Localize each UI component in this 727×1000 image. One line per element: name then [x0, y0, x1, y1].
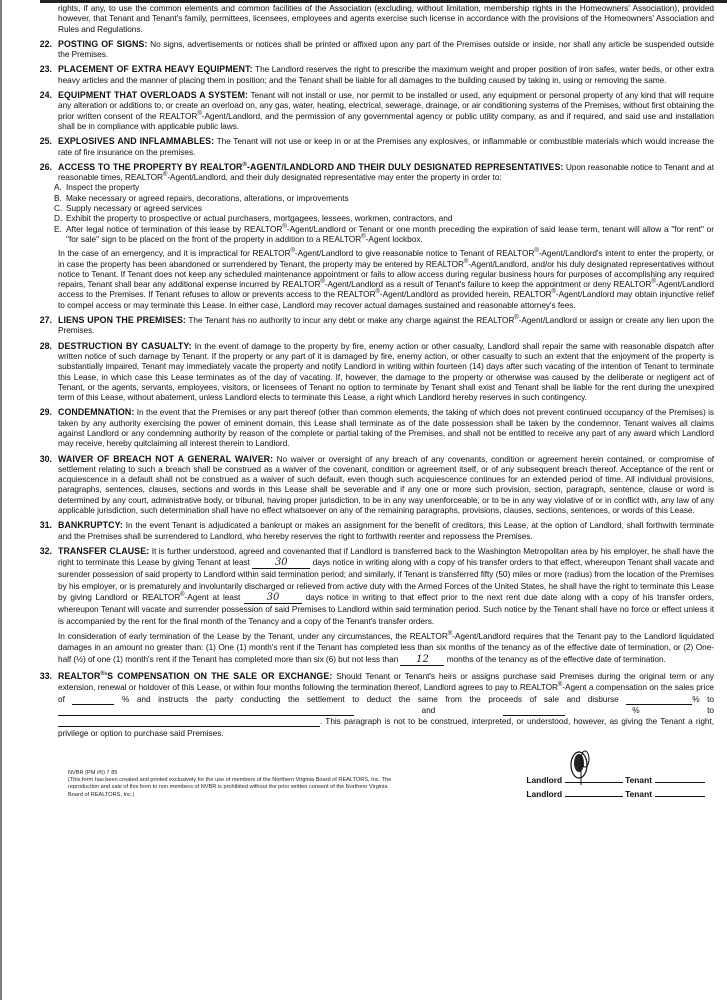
clause-31	[24, 520, 714, 541]
list-item	[54, 213, 714, 224]
signature-block	[526, 751, 707, 799]
clause-text: -Agent at least	[184, 592, 241, 603]
left-scan-edge	[0, 0, 2, 1000]
clause-text: In consideration of early termination of the Lease by the Tenant, under any circumstances, the REALTOR	[58, 630, 448, 641]
page-bottom	[0, 751, 727, 805]
minimum-months-field[interactable]	[400, 654, 444, 666]
registered-mark: ®	[361, 233, 366, 240]
list-item	[54, 192, 714, 203]
registered-mark: ®	[651, 279, 656, 286]
clause-text: -Agent/Landlord, and/or his duly designated representatives without notice to Tenant. If Tenant does not keep any scheduled maintenance appointment or fails to allow access during regular business hours for purposes of accomplishing any required repairs, Tenant shall bear any additional expense incurred by REALTOR	[58, 258, 715, 290]
clause-heading: EQUIPMENT THAT OVERLOADS A SYSTEM:	[58, 90, 249, 101]
commission-percent-field[interactable]	[72, 694, 114, 705]
clause-29	[24, 407, 714, 448]
clause-heading: EXPLOSIVES AND INFLAMMABLES:	[58, 136, 215, 147]
emergency-access-paragraph	[58, 248, 714, 310]
list-text: -Agent/Landlord or Tenant or one month preceding the expiration of said lease term, tenant will allow a "for rent" or "for sale" sign to be placed on the front of the property in addition to a REALTOR	[66, 223, 714, 244]
clause-heading: POSTING OF SIGNS:	[58, 38, 148, 49]
disburse-payee-field-1[interactable]	[58, 705, 354, 716]
list-text: Supply necessary or agreed services	[66, 203, 203, 214]
clause-27	[24, 315, 714, 336]
clause-number: 29.	[39, 407, 52, 418]
tenant-signature-line-2[interactable]	[655, 795, 705, 797]
clause-text: -Agent/Landlord, and their duly designated representative may enter the property in order to:	[167, 172, 502, 183]
form-id: NVBR (PM #5) 7 85	[68, 769, 118, 776]
clause-text: Tenant will not install or use, nor permit to be installed or used, any equipment or personal property of any kind that will require any alteration or additions to, or create an overload on, any gas, water, heating, electrical, sewerage, drainage, or air conditioning systems of the Premises, without first obtaining the prior written consent of the REALTOR	[58, 90, 714, 121]
clause-text: % and instructs the party conducting the settlement to deduct the same from the proceeds of sale and disburse	[121, 693, 619, 704]
clause-text: % to	[632, 705, 714, 716]
clause-text: In the case of an emergency, and it is impractical for REALTOR	[58, 248, 291, 259]
clause-text: months of the tenancy as of the effective date of termination.	[446, 653, 666, 664]
registered-mark: ®	[463, 258, 469, 265]
clause-text: . This paragraph is not to be construed, interpreted, or understood, however, as giving the Tenant a right, privilege or option to purchase said Premises.	[58, 716, 714, 738]
registered-mark: ®	[180, 592, 185, 599]
registered-mark: ®	[162, 172, 168, 179]
clause-number: 30.	[39, 453, 52, 464]
landlord-notice-days-field[interactable]	[252, 557, 310, 569]
clause-text: -Agent/Landlord as provided herein, REALTOR	[379, 289, 552, 300]
registered-mark: ®	[514, 315, 519, 322]
clause-22	[24, 39, 714, 60]
registered-mark: ®	[447, 630, 453, 637]
list-letter: E.	[54, 223, 62, 234]
intro-paragraph: rights, if any, to use the common elements and common facilities of the Association (excluding, without limitation, membership rights in the Homeowners' Association), provided however, that Tenant and Tenant's family, permittees, licensees, employees and agents exercise such license in accordance with the provisions of the Homeowners' Association and Rules and Regulations.	[58, 3, 714, 34]
tenant-signature-line-1[interactable]	[655, 781, 705, 783]
list-text: Exhibit the property to prospective or actual purchasers, mortgagees, lessees, workmen, contractors, and	[66, 213, 453, 224]
clause-paragraph	[58, 520, 714, 541]
list-text: -Agent lockbox.	[365, 233, 423, 244]
clause-text: In the event of damage to the property by fire, enemy action or other casualty, Landlord shall repair the same with reasonable dispatch after written notice of such damage by Tenant. If the property or any part of it is damaged by fire, enemy action, or other casualty to such an extent that the enjoyment of the property is substantially impaired, Tenant may immediately vacate the property and notify Landlord in writing within fourteen (14) days after such vacating of the intention of Tenant to terminate this Lease, in which case this Lease terminates as of the day of vacating. If, however, the damage to the property or otherwise was caused by the deliberate or negligent act of Tenant, or the agents, servants, employees, visitors, or licensees of Tenant no option to terminate by Tenant shall exist and Tenant shall be liable for the rent during the unexpired term of this Lease, without abatement, unless Landlord elects to terminate this Lease, a right which Landlord hereby reserves in such contingency.	[58, 340, 714, 403]
handwritten-value: 12	[416, 653, 429, 665]
clause-33	[24, 671, 714, 739]
clause-paragraph	[58, 671, 714, 739]
registered-mark: ®	[375, 289, 380, 296]
signature-row-2	[526, 785, 707, 799]
clause-heading: TRANSFER CLAUSE:	[58, 545, 150, 556]
clause-number: 26.	[39, 161, 52, 172]
clause-heading	[58, 671, 332, 681]
liquidated-damages-paragraph	[58, 631, 714, 666]
access-purposes-list	[24, 182, 714, 244]
clause-text: -Agent/Landlord's intent to enter the property, or in case the property has been abandoned or surrendered by Tenant, the property may be entered by REALTOR	[58, 248, 714, 269]
clause-number: 28.	[39, 340, 52, 351]
clause-text: days notice in writing along with a copy of his transfer orders to that effect, whereupon Tenant shall vacate and surender possession of said property to Landlord within said termination period; and similarly, if Tenant is transferred fifty (50) miles or more (radius) from the location of the Premises by his employer, or is prematurely and involuntarily discharged or relieved from active duty with the Armed Forces of the United States, he shall have the right to terminate this Lease by giving Landlord or REALTOR	[58, 557, 714, 603]
clause-paragraph	[58, 315, 714, 336]
clause-number: 22.	[39, 38, 52, 49]
heading-part: REALTOR	[58, 670, 101, 681]
handwritten-value: 30	[274, 557, 288, 569]
clause-text: -Agent/Landlord as a result of Tenant's failure to keep the appointment or deny REALTOR	[324, 279, 652, 290]
registered-mark: ®	[320, 279, 325, 286]
registered-mark: ®	[282, 223, 287, 230]
clause-23	[24, 64, 714, 85]
signature-row-1	[526, 771, 707, 785]
clause-text: -Agent/Landlord may obtain injunctive relief to compel access or may terminate this Lease. In either case, Landlord may recover actual damages sustained and reasonable attorney's fees.	[58, 289, 714, 310]
clause-text: -Agent a compensation on the sales price of	[58, 682, 714, 704]
clause-heading: PLACEMENT OF EXTRA HEAVY EQUIPMENT:	[58, 64, 253, 75]
clause-paragraph	[58, 454, 714, 516]
clause-number: 25.	[39, 136, 52, 147]
clause-32	[24, 546, 714, 666]
tenant-label-2: Tenant	[625, 789, 652, 800]
clause-number: 31.	[39, 520, 52, 531]
list-letter: B.	[54, 192, 62, 203]
form-footer	[68, 770, 398, 800]
clause-number: 32.	[39, 545, 52, 556]
clause-number: 23.	[39, 64, 52, 75]
clause-heading: LIENS UPON THE PREMISES:	[58, 315, 186, 326]
disburse-percent-field-1[interactable]	[626, 694, 692, 705]
clause-text: and	[421, 705, 436, 716]
tenant-label-1: Tenant	[625, 775, 652, 786]
clause-paragraph	[58, 546, 714, 627]
list-item	[54, 203, 714, 214]
registered-mark: ®	[534, 248, 539, 255]
registered-mark: ®	[197, 110, 202, 117]
copyright-notice: (This form has been created and printed exclusively for the use of members of the Northern Virginia Board of REALTORS, Inc. The reproduction and sale of this form to non members of NVBR is prohibited without the prior written consent of the Northern Virginia Board of REALTORS, Inc.)	[68, 777, 392, 798]
list-text: Inspect the property	[66, 182, 140, 193]
list-letter: A.	[54, 182, 62, 193]
clause-heading	[58, 162, 563, 172]
disburse-percent-field-2[interactable]	[503, 705, 565, 716]
registered-mark: ®	[551, 289, 556, 296]
clause-text: The Tenant has no authority to incur any debt or make any charge against the REALTOR	[188, 315, 515, 326]
clause-paragraph	[58, 162, 714, 183]
clause-heading: DESTRUCTION BY CASUALTY:	[58, 340, 192, 351]
clause-text: No signs, advertisements or notices shall be printed or affixed upon any part of the Premises outside or inside, nor shall any article be suspended outside the Premises.	[58, 38, 714, 60]
clause-paragraph	[58, 407, 714, 448]
clause-text: It is further understood, agreed and covenanted that if Landlord is transferred back to the Washington Metropolitan area by his employer, he shall have the right to terminate this Lease by giving Tenant at least	[58, 545, 714, 568]
clause-number: 27.	[39, 315, 52, 326]
clause-text: The Tenant will not use or keep in or at the Premises any explosives, or inflammable or combustible materials which would increase the rate of fire insurance on the premises.	[58, 136, 715, 157]
clause-text: In the event that the Premises or any part thereof (other than common elements, the taking of which does not prevent continued occupancy of the Premises) is taken by any authority exercising the power of eminent domain, this Lease shall terminate as of the date possession shall be taken by the condemnor. Tenant waives all claims against Landlord or any condemning authority by reason of the complete or partial taking of the Premises, and shall not be entitled to receive any part of any award which Landlord may receive, hereby quitclaiming all interest therein to Landlord.	[58, 407, 714, 449]
clause-text: days notice in writing to that effect prior to the next rent due date along with a copy of his transfer orders, whereupon Tenant will vacate and surrender possession of said Premises to Landlord within said termination period. Such notice by the Tenant shall have no force or effect unless it is accompanied by the rent for the final month of the Tenancy and a copy of the Tenant's transfer orders.	[58, 592, 714, 626]
clause-heading: WAIVER OF BREACH NOT A GENERAL WAIVER:	[58, 453, 274, 464]
clause-paragraph	[58, 39, 714, 60]
registered-mark: ®	[290, 248, 295, 255]
registered-mark: ®	[100, 670, 105, 677]
disburse-payee-field-2[interactable]	[58, 716, 320, 727]
clause-24	[24, 90, 714, 131]
clause-text: In the event Tenant is adjudicated a bankrupt or makes an assignment for the benefit of creditors, this Lease, at the option of Landlord, shall forthwith terminate and the Premises shall be surrendered to Landlord, who hereby reserves the right to forthwith reenter and repossess the Premises.	[58, 520, 714, 541]
list-letter: C.	[54, 203, 63, 214]
lease-body	[24, 0, 714, 739]
registered-mark: ®	[242, 161, 247, 168]
clause-paragraph	[58, 136, 714, 157]
clause-heading: CONDEMNATION:	[58, 407, 135, 418]
clause-text: No waiver or oversight of any breach of any covenants, condition or agreement herein contained, or compromise of settlement relating to such a breach shall be construed as a waiver of the covenant, condition or agreement itself, or of any subsequent breach thereof. Acceptance of the rent or acquiescence in a default shall not be construed as a waiver of such default, even though such acquiescence continues for an extended period of time. All individual provisions, paragraphs, sentences, clauses, sections and words in this Lease shall be severable and if any one or more such provision, section, paragraph, sentence, clause or word is determined by any court, administrative body, or tribunal, having proper jurisdiction, to be in any way unenforceable, or to be in any way violative of or in conflict with, any law of any applicable jurisdiction, such determination shall have no effect whatsoever on any of the remaining paragraphs, provisions, clauses, sections, sentences, or words of this Lease.	[58, 453, 715, 516]
tenant-notice-days-field[interactable]	[244, 592, 302, 604]
landlord-label-1: Landlord	[526, 775, 563, 786]
landlord-signature-scribble	[568, 749, 592, 785]
clause-text: The Landlord reserves the right to prescribe the maximum weight and proper position of iron safes, water beds, or other extra heavy articles and the manner of placing them in position; and the Tenant shall be liable for all damages to the building caused by taking in, using or removing the same.	[58, 64, 714, 85]
clause-heading: BANKRUPTCY:	[58, 520, 123, 531]
list-text: After legal notice of termination of this lease by REALTOR	[66, 223, 283, 234]
clause-number: 33.	[39, 670, 52, 681]
handwritten-value: 30	[266, 592, 280, 604]
list-item	[54, 223, 714, 245]
registered-mark: ®	[557, 682, 563, 689]
heading-part: 'S COMPENSATION ON THE SALE OR EXCHANGE:	[104, 670, 333, 681]
heading-part: -AGENT/LANDLORD AND THEIR DULY DESIGNATED REPRESENTATIVES:	[247, 161, 564, 172]
clause-number: 24.	[39, 90, 52, 101]
clause-text: -Agent/Landlord requires that the Tenant pay to the Landlord liquidated damages in an amount no greater than: (1) One (1) month's rent if the Tenant has completed less than six months of the tenancy as of the effective date of termination, or (2) One-half (½) of one (1) month's rent if the Tenant has completed more than six (6) but not less than	[58, 630, 714, 664]
landlord-label-2: Landlord	[526, 789, 563, 800]
landlord-signature-line-2[interactable]	[565, 795, 623, 797]
list-item	[54, 182, 714, 193]
list-letter: D.	[54, 213, 63, 224]
clause-28	[24, 341, 714, 403]
clause-text: % to	[692, 693, 714, 704]
clause-30	[24, 454, 714, 516]
clause-text: Should Tenant or Tenant's heirs or assigns purchase said Premises during the original term or any extension, renewal or holdover of this Lease, or within four months following the termination thereof, Landlord agrees to pay to REALTOR	[58, 670, 714, 693]
clause-text: -Agent/Landlord or assign or create any lien upon the Premises.	[58, 315, 714, 336]
clause-text: -Agent/Landlord, and the permission of any governmental agency or public utility company, as and if required, and said use and installation shall be in compliance with applicable public laws.	[58, 110, 714, 131]
clause-paragraph	[58, 64, 714, 85]
heading-part: ACCESS TO THE PROPERTY BY REALTOR	[58, 161, 243, 172]
clause-paragraph	[58, 341, 714, 403]
clause-26	[24, 162, 714, 310]
clause-paragraph	[58, 90, 714, 131]
clause-25	[24, 136, 714, 157]
clause-text: Upon reasonable notice to Tenant and at reasonable times, REALTOR	[58, 161, 714, 183]
clause-text: -Agent/Landlord access to the Premises. If Tenant refuses to allow or prevents access to the REALTOR	[58, 279, 714, 300]
list-text: Make necessary or agreed repairs, decorations, alterations, or improvements	[66, 192, 349, 203]
clause-text: -Agent/Landlord to give reasonable notice to Tenant of REALTOR	[294, 248, 535, 259]
